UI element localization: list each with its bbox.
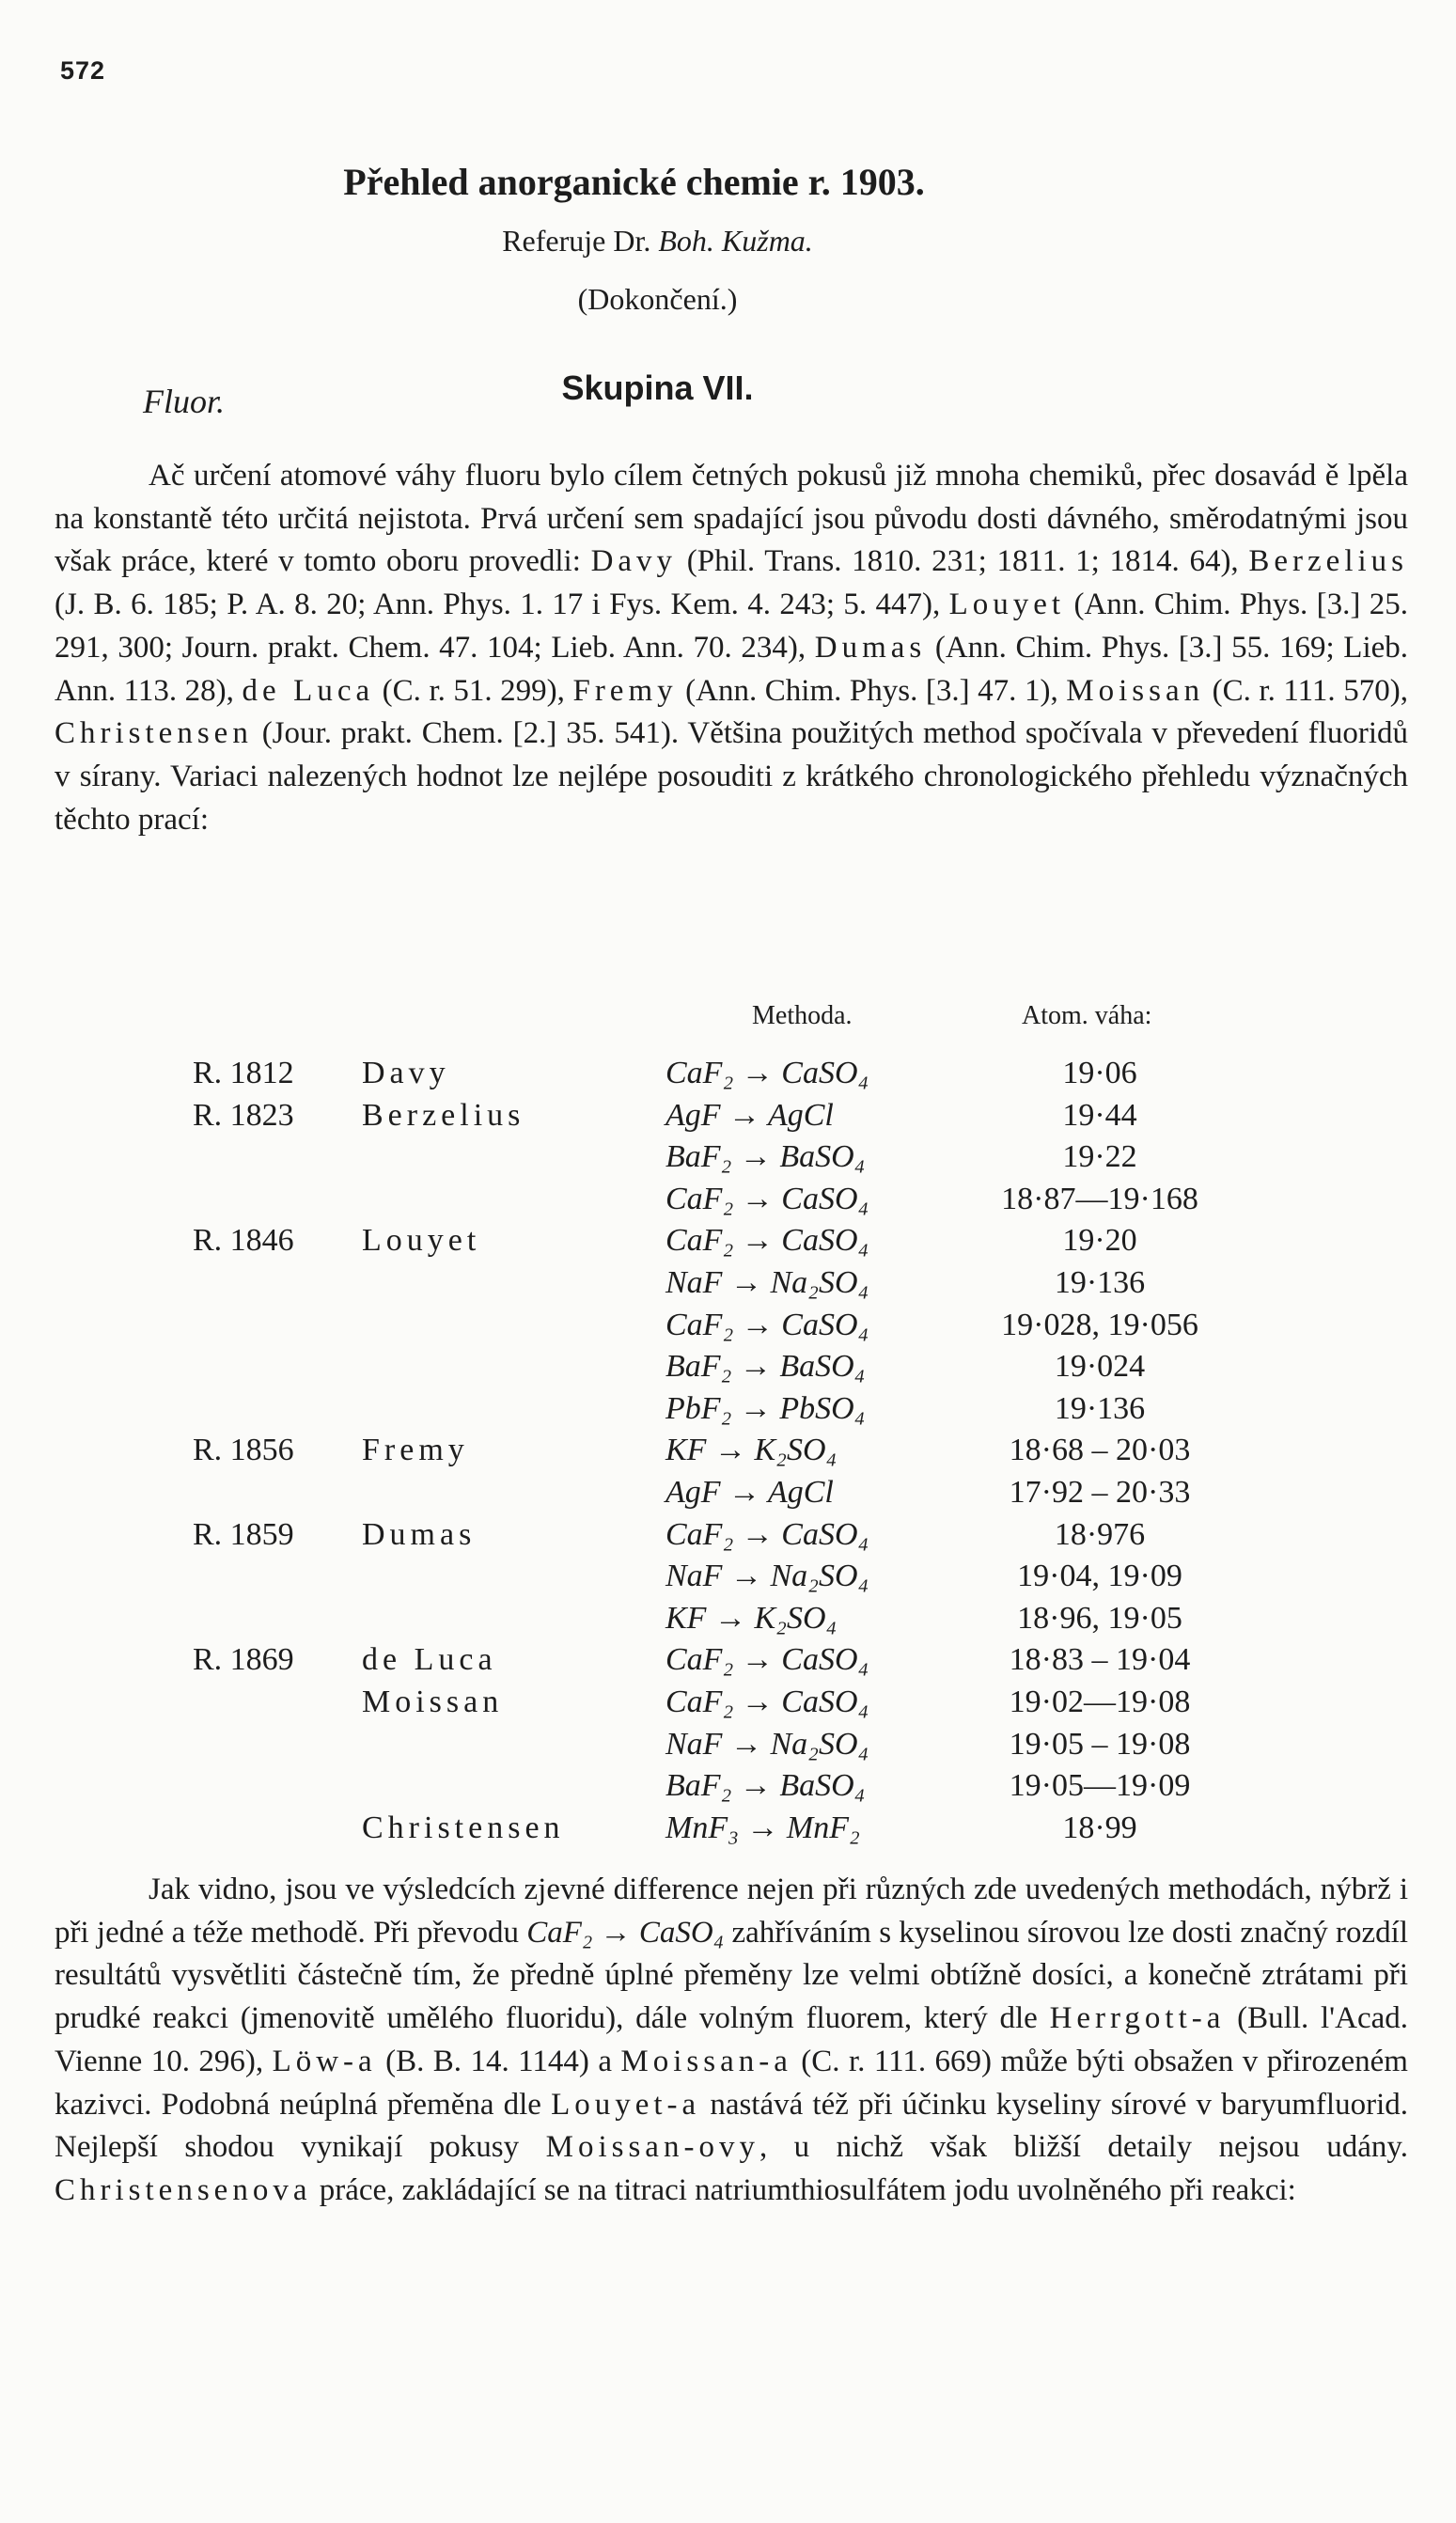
results-table	[0, 1053, 1456, 1849]
row-method: NaF → Na₂SO₄	[665, 1559, 869, 1594]
row-method: AgF → AgCl	[665, 1474, 834, 1510]
row-method: CaF₂ → CaSO₄	[665, 1181, 869, 1216]
author-moissan-a: Moissan-a	[620, 2044, 792, 2078]
table-row	[0, 1514, 1456, 1557]
row-author: Dumas	[362, 1516, 477, 1552]
table-row	[0, 1556, 1456, 1598]
row-author: Moissan	[362, 1684, 504, 1719]
table-row	[0, 1262, 1456, 1305]
table-row	[0, 1346, 1456, 1388]
row-author: de Luca	[362, 1642, 497, 1678]
table-header-weight: Atom. váha:	[1022, 1001, 1152, 1030]
row-method: CaF₂ → CaSO₄	[665, 1307, 869, 1342]
table-row	[0, 1388, 1456, 1431]
table-row	[0, 1095, 1456, 1137]
row-weight: 19·22	[1062, 1139, 1137, 1175]
row-method: CaF₂ → CaSO₄	[665, 1642, 869, 1678]
row-weight: 19·02—19·08	[1009, 1684, 1191, 1719]
row-weight: 19·136	[1054, 1264, 1146, 1300]
row-weight: 19·05—19·09	[1009, 1768, 1191, 1804]
table-row	[0, 1430, 1456, 1472]
row-weight: 18·99	[1062, 1810, 1137, 1845]
row-weight: 18·96, 19·05	[1017, 1600, 1182, 1636]
author-louyet-a: Louyet-a	[551, 2087, 701, 2122]
formula-inline: CaF₂ → CaSO₄	[526, 1915, 725, 1950]
reporter-name: Boh. Kužma.	[658, 224, 813, 258]
row-weight: 19·136	[1054, 1390, 1146, 1426]
row-weight: 18·976	[1054, 1516, 1146, 1552]
author-dumas: Dumas	[814, 630, 927, 665]
author-louyet: Louyet	[948, 588, 1066, 622]
row-method: NaF → Na₂SO₄	[665, 1264, 869, 1300]
author-herrgott: Herrgott-a	[1049, 2001, 1226, 2036]
row-author: Berzelius	[362, 1097, 525, 1133]
author-moissan-ovy: Moissan-ovy	[545, 2130, 759, 2165]
row-method: CaF₂ → CaSO₄	[665, 1223, 869, 1259]
table-row	[0, 1682, 1456, 1724]
row-method: NaF → Na₂SO₄	[665, 1726, 869, 1762]
row-year: R. 1859	[193, 1516, 294, 1552]
table-row	[0, 1220, 1456, 1262]
row-method: CaF₂ → CaSO₄	[665, 1516, 869, 1552]
row-author: Louyet	[362, 1223, 481, 1259]
table-row	[0, 1053, 1456, 1095]
author-fremy: Fremy	[572, 673, 678, 708]
row-method: CaF₂ → CaSO₄	[665, 1056, 869, 1090]
page-title: Přehled anorganické chemie r. 1903.	[343, 161, 925, 203]
row-method: MnF₃ → MnF₂	[665, 1810, 860, 1845]
conclusion-paragraph: Jak vidno, jsou ve výsledcích zjevné difference nejen při různých zde uvedených methodách, nýbrž i při jedné a téže methodě. Při převodu CaF₂ → CaSO₄ zahříváním s kyselinou sírovou lze dosti značný rozdíl resultátů vysvětliti částečně tím, že předně úplné přeměny lze velmi obtížně dosíci, a konečně ztrátami při prudké reakci (jmenovitě umělého fluoridu), dále volným fluorem, který dle Herrgott-a (Bull. l'Acad. Vienne 10. 296), Löw-a (B. B. 14. 1144) a Moissan-a (C. r. 111. 669) může býti obsažen v přirozeném kazivci. Podobná neúplná přeměna dle Louyet-a nastává též při účinku kyseliny sírové v baryumfluorid. Nejlepší shodou vynikají pokusy Moissan-ovy, u nichž však bližší detaily nejsou udány. Christensenova práce, zakládající se na titraci natriumthiosulfátem jodu uvolněného při reakci:	[55, 1873, 1408, 2207]
table-row	[0, 1808, 1456, 1850]
row-method: KF → K₂SO₄	[665, 1433, 838, 1468]
reporter-prefix: Referuje Dr.	[502, 224, 651, 258]
row-weight: 19·44	[1062, 1097, 1137, 1133]
row-method: KF → K₂SO₄	[665, 1600, 838, 1636]
row-method: BaF₂ → BaSO₄	[665, 1139, 866, 1175]
row-method: PbF₂ → PbSO₄	[665, 1390, 866, 1426]
row-weight: 18·83 – 19·04	[1009, 1642, 1191, 1678]
reporter-line	[0, 224, 1315, 259]
table-row	[0, 1598, 1456, 1640]
author-berzelius: Berzelius	[1248, 544, 1408, 579]
row-year: R. 1846	[193, 1223, 294, 1259]
table-row	[0, 1724, 1456, 1766]
row-weight: 19·024	[1054, 1349, 1146, 1385]
row-weight: 19·20	[1062, 1223, 1137, 1259]
row-year: R. 1856	[193, 1433, 294, 1468]
table-row	[0, 1639, 1456, 1682]
row-year: R. 1869	[193, 1642, 294, 1678]
page-number: 572	[60, 56, 106, 85]
group-heading: Skupina VII.	[561, 368, 754, 407]
author-low: Löw-a	[272, 2044, 377, 2078]
row-weight: 18·68 – 20·03	[1009, 1433, 1191, 1468]
row-author: Davy	[362, 1056, 450, 1090]
table-header-method: Methoda.	[752, 1001, 853, 1030]
row-weight: 18·87—19·168	[1001, 1181, 1198, 1216]
table-row	[0, 1472, 1456, 1514]
author-moissan: Moissan	[1066, 673, 1205, 708]
table-row	[0, 1305, 1456, 1347]
author-davy: Davy	[590, 544, 678, 579]
author-christensen: Christensen	[55, 716, 253, 751]
author-christensenova: Christensenova	[55, 2172, 312, 2207]
author-deluca: de Luca	[242, 673, 375, 708]
row-author: Christensen	[362, 1810, 565, 1845]
row-weight: 19·06	[1062, 1056, 1137, 1090]
intro-paragraph: Ač určení atomové váhy fluoru bylo cílem četných pokusů již mnoha chemiků, přec dosavád ě lpěla na konstantě této určitá nejistota. Prvá určení sem spadající jsou původu dosti dávného, směrodatnými jsou však práce, které v tomto oboru provedli: Davy (Phil. Trans. 1810. 231; 1811. 1; 1814. 64), Berzelius (J. B. 6. 185; P. A. 8. 20; Ann. Phys. 1. 17 i Fys. Kem. 4. 243; 5. 447), Louyet (Ann. Chim. Phys. [3.] 25. 291, 300; Journ. prakt. Chem. 47. 104; Lieb. Ann. 70. 234), Dumas (Ann. Chim. Phys. [3.] 55. 169; Lieb. Ann. 113. 28), de Luca (C. r. 51. 299), Fremy (Ann. Chim. Phys. [3.] 47. 1), Moissan (C. r. 111. 570), Christensen (Jour. prakt. Chem. [2.] 35. 541). Většina použitých method spočívala v převedení fluoridů v sírany. Variaci nalezených hodnot lze nejlépe posouditi z krátkého chronologického přehledu význačných těchto prací:	[55, 459, 1409, 837]
row-weight: 19·028, 19·056	[1001, 1307, 1198, 1342]
concluded-note: (Dokončení.)	[577, 282, 738, 316]
row-year: R. 1823	[193, 1097, 294, 1133]
row-method: BaF₂ → BaSO₄	[665, 1349, 866, 1385]
section-label-fluor: Fluor.	[143, 383, 226, 420]
row-method: CaF₂ → CaSO₄	[665, 1684, 869, 1719]
table-row	[0, 1179, 1456, 1221]
row-method: BaF₂ → BaSO₄	[665, 1768, 866, 1804]
row-author: Fremy	[362, 1433, 469, 1468]
row-weight: 19·05 – 19·08	[1009, 1726, 1191, 1762]
table-row	[0, 1136, 1456, 1179]
table-row	[0, 1765, 1456, 1808]
row-weight: 19·04, 19·09	[1017, 1559, 1182, 1594]
row-year: R. 1812	[193, 1056, 294, 1090]
row-method: AgF → AgCl	[665, 1097, 834, 1133]
row-weight: 17·92 – 20·33	[1009, 1474, 1191, 1510]
